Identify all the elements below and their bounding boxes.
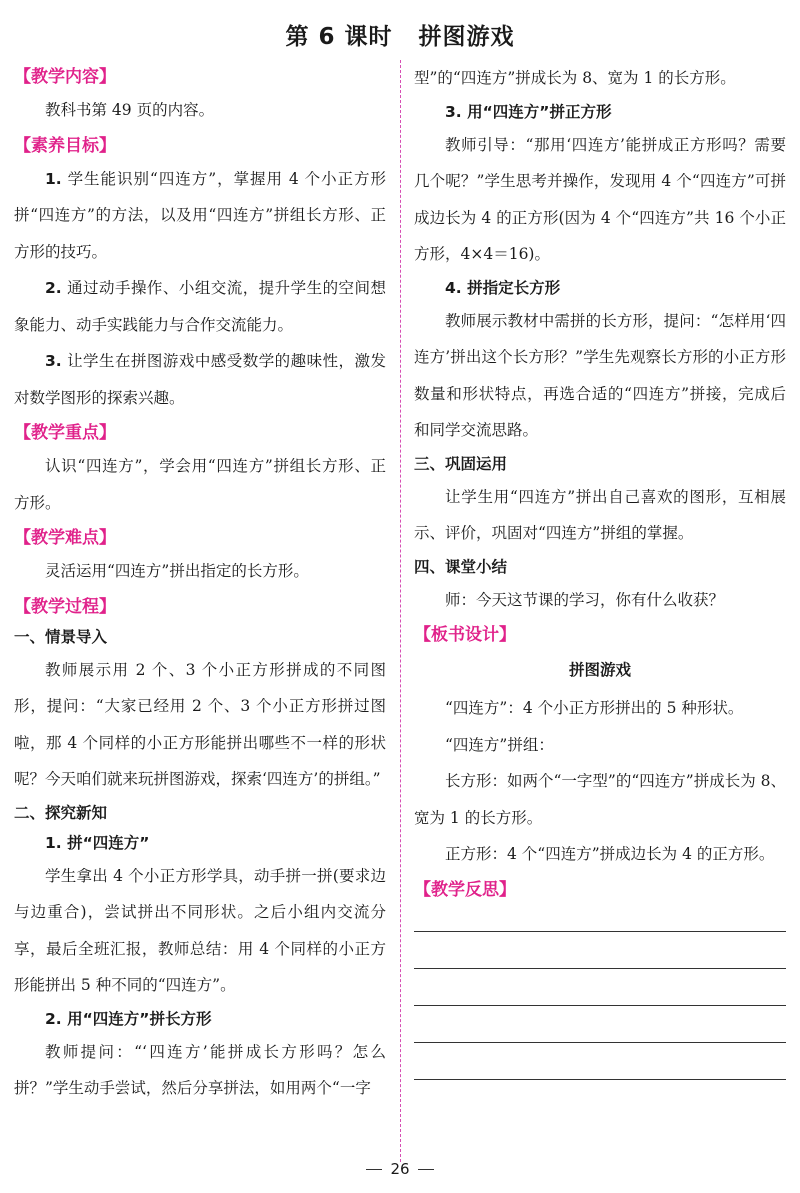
column-divider [400,60,401,1162]
writing-line[interactable] [414,968,786,969]
goal-number: 1. [45,169,62,188]
paragraph: 师：今天这节课的学习，你有什么收获？ [445,590,725,609]
subheading: 二、探究新知 [14,803,108,822]
goal-text: 学生能识别“四连方”，掌握用 4 个小正方形拼“四连方”的方法，以及用“四连方”拼组长方形、正方形的技巧。 [14,169,386,261]
footer-dash [418,1169,434,1170]
paragraph: 教师展示教材中需拼的长方形，提问：“怎样用‘四连方’拼出这个长方形？”学生先观察长方形的小正方形数量和形状特点，再选合适的“四连方”拼接，完成后和同学交流思路。 [414,311,786,439]
section-heading-goals: 【素养目标】 [14,135,116,156]
subheading: 1. 拼“四连方” [45,833,150,852]
board-line: 正方形：4 个“四连方”拼成边长为 4 的正方形。 [445,845,775,863]
section-heading-board-design: 【板书设计】 [414,625,516,645]
goal-text: 通过动手操作、小组交流，提升学生的空间想象能力、动手实践能力与合作交流能力。 [14,279,386,334]
subheading: 四、课堂小结 [414,557,508,576]
writing-line[interactable] [414,1042,786,1043]
writing-line[interactable] [414,1005,786,1006]
section-heading-reflection: 【教学反思】 [414,879,516,900]
subheading: 2. 用“四连方”拼长方形 [45,1009,212,1028]
left-column [14,60,386,1107]
subheading: 三、巩固运用 [414,454,508,473]
section-heading-process: 【教学过程】 [14,596,116,617]
board-line: “四连方”拼组： [445,735,554,754]
paragraph: 认识“四连方”，学会用“四连方”拼组长方形、正方形。 [14,457,386,512]
board-line: “四连方”：4 个小正方形拼出的 5 种形状。 [445,699,744,717]
page-number: 26 [390,1160,410,1178]
paragraph: 学生拿出 4 个小正方形学具，动手拼一拼(要求边与边重合)，尝试拼出不同形状。之后小组内交流分享，最后全班汇报，教师总结：用 4 个同样的小正方形能拼出 5 种不同的“四连方”。 [14,866,386,994]
paragraph: 教科书第 49 页的内容。 [45,101,215,119]
paragraph: 教师提问：“‘四连方’能拼成长方形吗？怎么拼？”学生动手尝试，然后分享拼法，如用两个“一字 [14,1042,386,1097]
section-heading-content: 【教学内容】 [14,67,116,87]
goal-3 [14,343,386,416]
reflection-lines [414,931,786,1080]
goal-2 [14,270,386,343]
section-heading-difficulties: 【教学难点】 [14,528,116,548]
goal-text: 让学生在拼图游戏中感受数学的趣味性，激发对数学图形的探索兴趣。 [14,352,386,407]
page-title [0,18,800,51]
writing-line[interactable] [414,1079,786,1080]
goal-number: 3. [45,352,62,370]
goal-number: 2. [45,279,62,297]
goal-1 [14,161,386,271]
paragraph: 型”的“四连方”拼成长为 8、宽为 1 的长方形。 [414,69,736,87]
footer-dash [366,1169,382,1170]
subheading: 4. 拼指定长方形 [445,278,561,297]
lesson-number: 第 6 课时 [285,24,393,50]
section-heading-key-points: 【教学重点】 [14,423,116,443]
board-title: 拼图游戏 [568,661,631,679]
paragraph: 教师展示用 2 个、3 个小正方形拼成的不同图形，提问：“大家已经用 2 个、3 个小正方形拼过图啦，那 4 个同样的小正方形能拼出哪些不一样的形状呢？今天咱们就来玩拼图游戏，探索‘四连方’的拼组。” [14,660,386,788]
paragraph: 让学生用“四连方”拼出自己喜欢的图形，互相展示、评价，巩固对“四连方”拼组的掌握。 [414,487,786,542]
board-line: 长方形：如两个“一字型”的“四连方”拼成长为 8、宽为 1 的长方形。 [414,772,786,827]
writing-line[interactable] [414,931,786,932]
right-column [414,60,786,1116]
subheading: 3. 用“四连方”拼正方形 [445,102,612,121]
paragraph: 教师引导：“那用‘四连方’能拼成正方形吗？需要几个呢？”学生思考并操作，发现用 4 个“四连方”可拼成边长为 4 的正方形(因为 4 个“四连方”共 16 个小正方形，4×4＝16)。 [414,135,786,263]
lesson-name: 拼图游戏 [418,24,515,50]
page-footer [0,1160,800,1178]
subheading: 一、情景导入 [14,627,108,646]
paragraph: 灵活运用“四连方”拼出指定的长方形。 [45,562,309,580]
